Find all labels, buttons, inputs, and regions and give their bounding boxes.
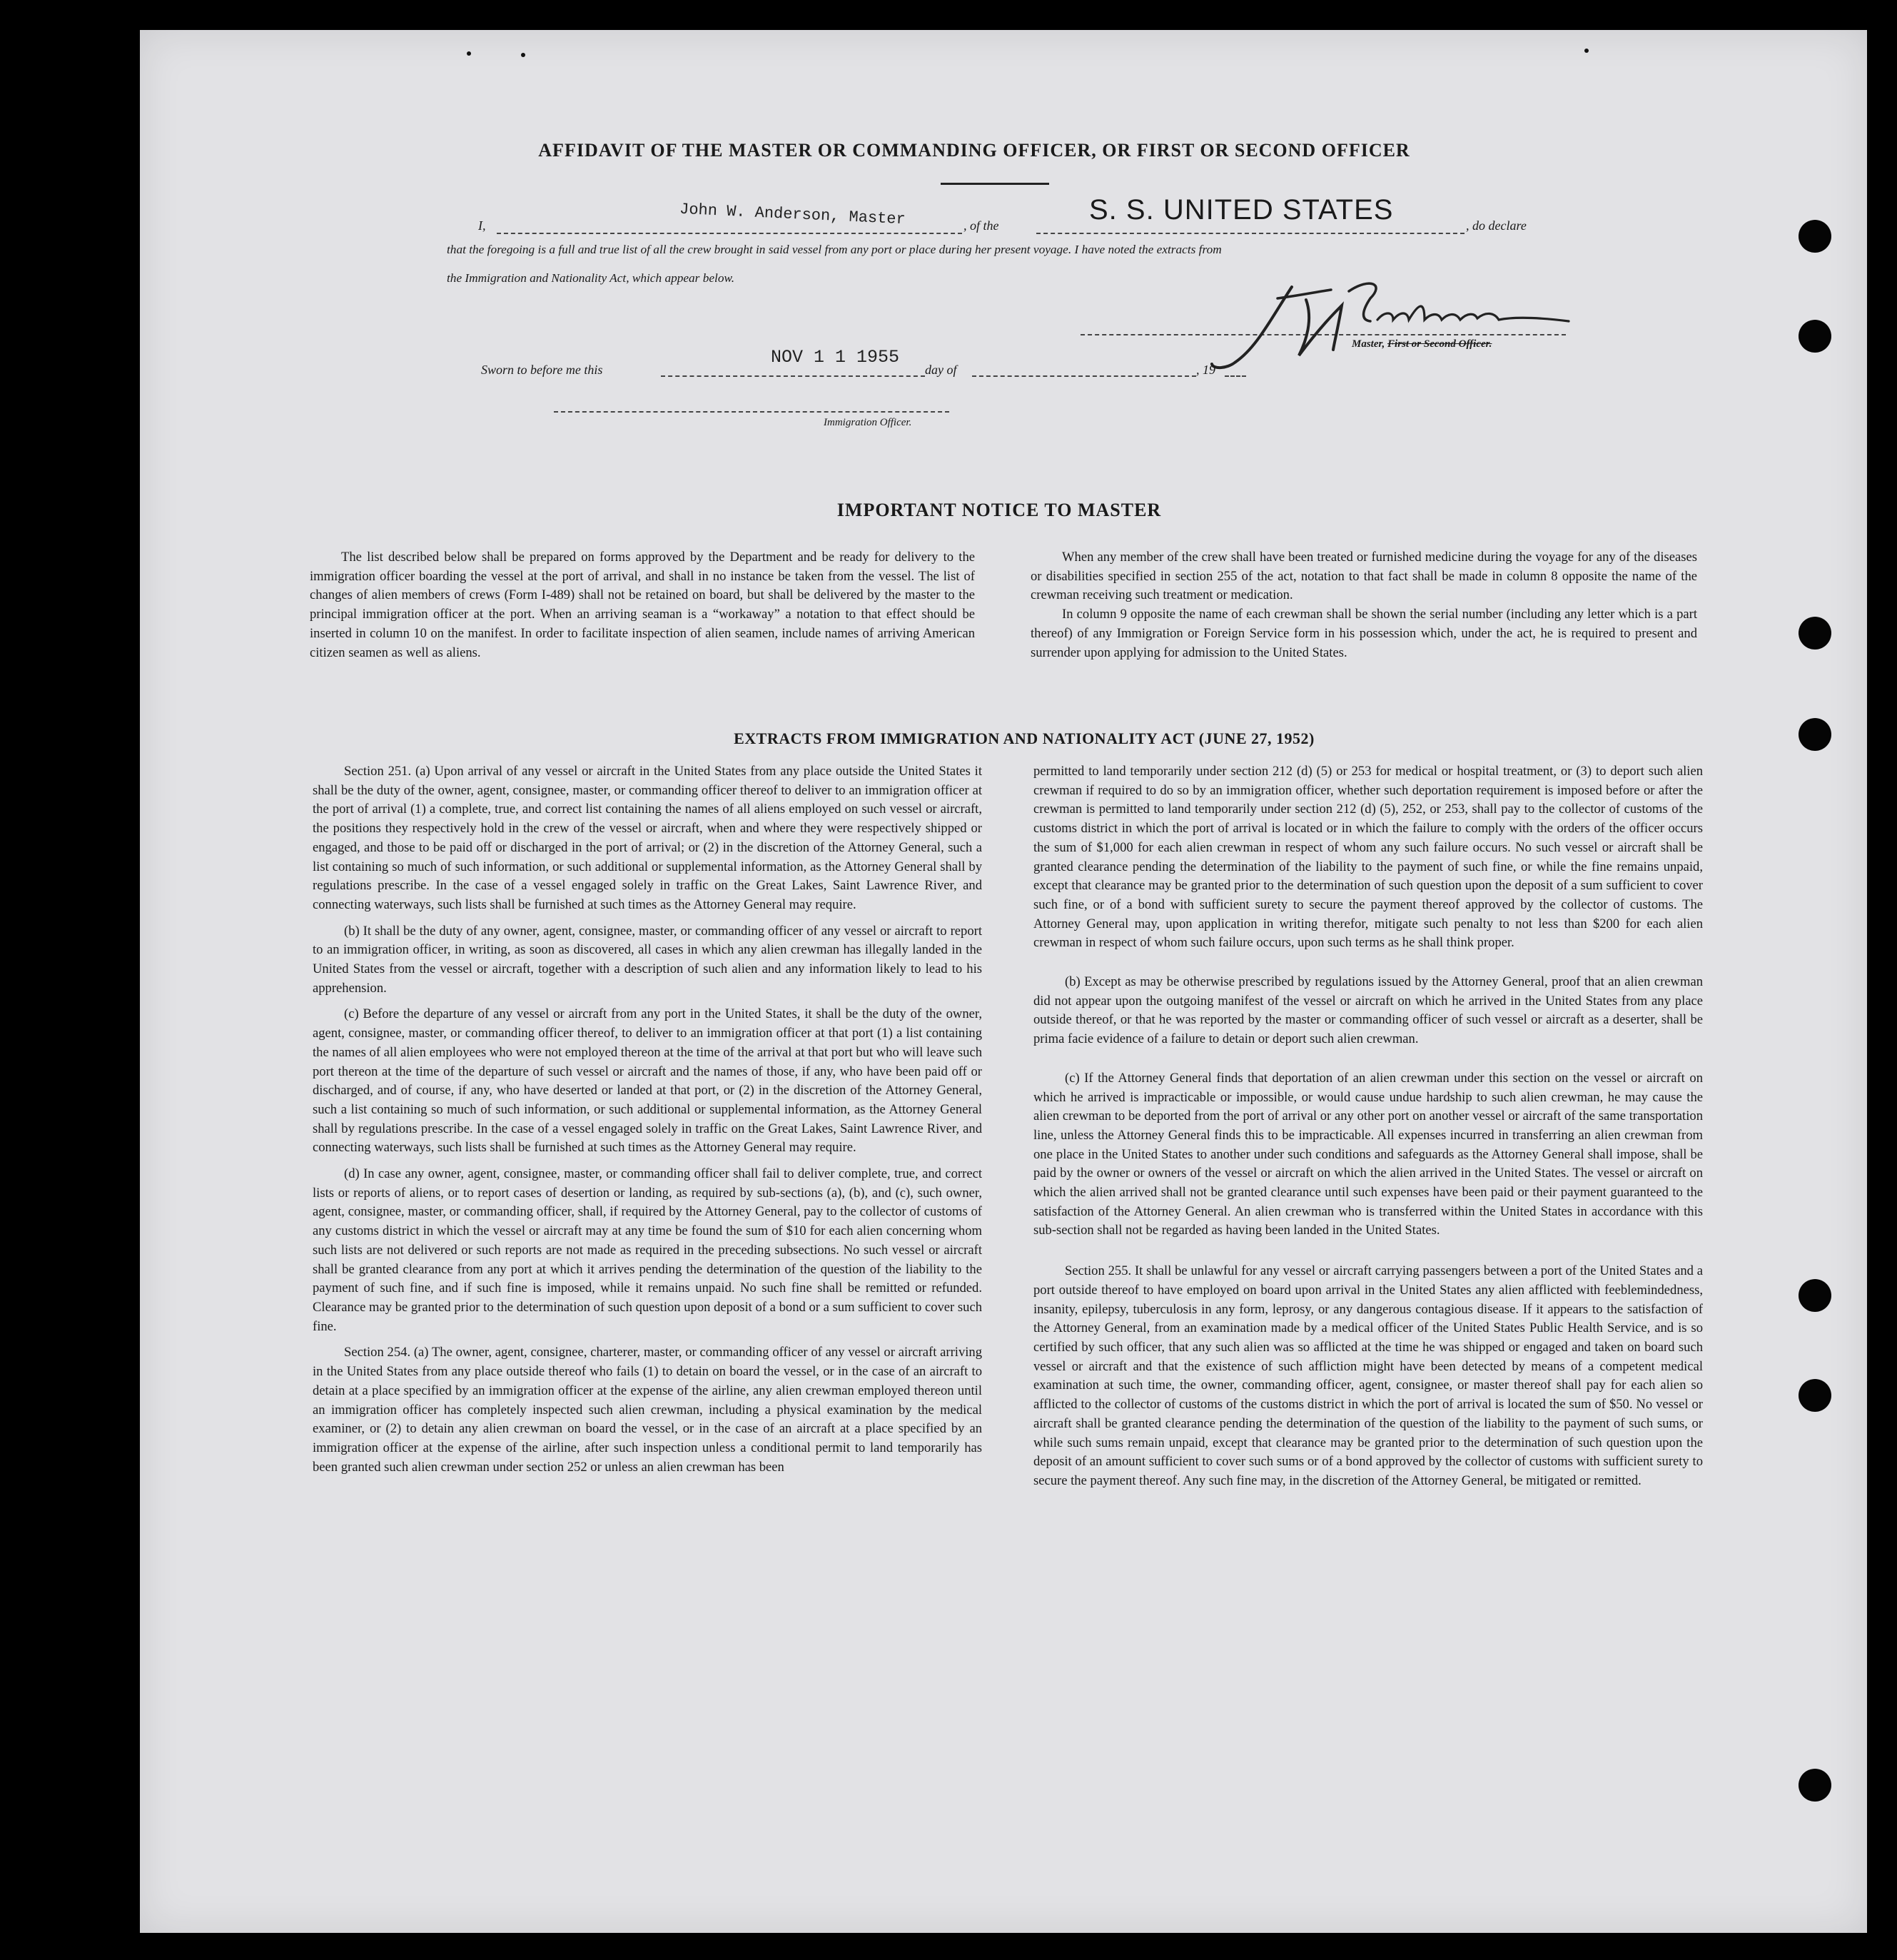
year-line [1225, 375, 1246, 377]
vessel-name-line [1036, 233, 1465, 234]
notice-right-paragraph-1: When any member of the crew shall have been treated or furnished medicine during the voyage for any of the diseases or disabilities specified in section 255 of the act, notation to that fact shall be made in column 8 opposite the name of the crewman receiving such treatment or medication. [1031, 550, 1697, 603]
master-caption-struck: First or Second Officer. [1387, 338, 1492, 350]
scan-speck [467, 51, 471, 56]
scan-speck [521, 53, 525, 57]
section-255: Section 255. It shall be unlawful for any vessel or aircraft carrying passengers between a port of the United States and a port outside thereof to have employed on board upon arrival in the United States any alien afflicted with feeblemindedness, insanity, epilepsy, tuberculosis in any form, leprosy, or any dangerous contagious disease. If it appears to the satisfaction of the Attorney General, from an examination made by a medical officer of the United States Public Health Service, and is so certified by such officer, that any such alien was so afflicted at the time he was shipped or engaged and taken on board such vessel or aircraft and that the existence of such affliction might have been detected by means of a competent medical examination at such time, the owner, commanding officer, agent, consignee, or master thereof shall pay for each alien so afflicted to the collector of customs of the customs district in which the port of arrival is located the sum of $50. No vessel or aircraft shall be granted clearance pending the determination of the question of the liability to the payment of such sums, or while such sums remain unpaid, except that clearance may be granted prior to the determination of such question upon the deposit of an amount sufficient to cover such sums or of a bond approved by the collector of customs with sufficient surety to secure the payment thereof. Any such fine may, in the discretion of the Attorney General, be mitigated or remitted. [1033, 1263, 1703, 1488]
declaration-do-declare: , do declare [1466, 218, 1527, 233]
officer-name-line [497, 233, 962, 234]
section-254-a-continued: permitted to land temporarily under section 212 (d) (5) or 253 for medical or hospital treatment, or (3) to deport such alien crewman if required to do so by an immigration officer, whether such deportation requirement is imposed before or after the crewman is permitted to land temporarily under section 212 (d) (5), 252, or 253, shall pay to the collector of customs of the customs district in which the port of arrival is located or in which the failure to comply with the orders of the officer occurs the sum of $1,000 for each alien crewman in respect of whom any such failure occurs. No such vessel or aircraft shall be granted clearance pending the determination of the liability to the payment of such fine, or while the fine remains unpaid, except that clearance may be granted prior to the determination of such question upon the deposit of a sum sufficient to cover such fine, or of a bond with sufficient surety to secure the payment thereof approved by the collector of customs. The Attorney General may, upon application in writing therefor, mitigate such penalty to not less than $200 for each alien crewman in respect of whom such failure occurs, upon such terms as he shall think proper. [1033, 764, 1703, 951]
binder-hole [1799, 320, 1831, 353]
extracts-left-column [313, 762, 982, 1477]
binder-hole [1799, 220, 1831, 253]
notice-right-paragraph-2: In column 9 opposite the name of each crewman shall be shown the serial number (including any letter which is a part thereof) of any Immigration or Foreign Service form in his possession which, under the act, he is required to present and surrender upon applying for admission to the United States. [1031, 607, 1697, 660]
binder-hole [1799, 1279, 1831, 1312]
extracts-right-column [1033, 762, 1703, 1491]
section-254-a: Section 254. (a) The owner, agent, consignee, charterer, master, or commanding officer of any vessel or aircraft arriving in the United States from any place outside thereof who fails (1) to detain on board the vessel, or in the case of an aircraft to detain at a place specified by an immigration officer at the expense of the airline, any alien crewman employed thereon until an immigration officer has completely inspected such alien crewman, including a physical examination by the medical examiner, or (2) to detain any alien crewman on board the vessel, or in the case of an aircraft at a place specified by an immigration officer at the expense of the airline, after such inspection unless a conditional permit to land temporarily has been granted such alien crewman under section 252 or unless an alien crewman has been [313, 1345, 982, 1475]
sworn-date-stamp: NOV 1 1 1955 [771, 347, 900, 368]
binder-hole [1799, 617, 1831, 650]
scan-speck [1584, 49, 1589, 53]
binder-hole [1799, 1769, 1831, 1802]
notice-title: IMPORTANT NOTICE TO MASTER [836, 500, 1162, 520]
declaration-i-label: I, [478, 218, 486, 233]
declaration-of-the: , of the [963, 218, 999, 233]
section-251-b: (b) It shall be the duty of any owner, agent, consignee, master, or commanding officer of any vessel or aircraft to report to an immigration officer, in writing, as soon as discovered, all cases in which any alien crewman has illegally landed in the United States from the vessel or aircraft, together with a description of such alien and any information likely to lead to his apprehension. [313, 923, 982, 996]
binder-hole [1799, 1379, 1831, 1412]
immigration-officer-line [554, 411, 949, 413]
notice-left-paragraph: The list described below shall be prepared on forms approved by the Department and be ready for delivery to the immigration officer boarding the vessel at the port of arrival, and shall in no instance be taken from the vessel. The list of changes of alien members of crews (Form I-489) shall not be retained on board, but shall be delivered by the master to the principal immigration officer at the port. When an arriving seaman is a “workaway” a notation to that effect should be inserted in column 10 on the manifest. In order to facilitate inspection of alien seamen, include names of arriving American citizen seamen as well as aliens. [310, 550, 975, 660]
declaration-line-3: the Immigration and Nationality Act, which appear below. [447, 271, 735, 285]
year-prefix: , 19 [1196, 363, 1215, 377]
title-divider [941, 183, 1049, 185]
affidavit-title: AFFIDAVIT OF THE MASTER OR COMMANDING OFFICER, OR FIRST OR SECOND OFFICER [538, 140, 1410, 161]
notice-left-column [310, 548, 975, 662]
sworn-date-line [661, 375, 925, 377]
declaration-line-2: that the foregoing is a full and true list of all the crew brought in said vessel from any port or place during her present voyage. I have noted the extracts from [447, 243, 1222, 256]
section-251-d: (d) In case any owner, agent, consignee, master, or commanding officer shall fail to deliver complete, true, and correct lists or reports of aliens, or to report cases of desertion or landing, as required by sub-sections (a), (b), and (c), such owner, agent, consignee, master, or commanding officer, shall, if required by the Attorney General, pay to the collector of customs of any customs district in which the vessel or aircraft may at any time be found the sum of $10 for each alien concerning whom such lists are not delivered or such reports are not made as required in the preceding subsections. No such vessel or aircraft shall be granted clearance from any port at which it arrives pending the determination of the question of the liability to the payment of such fine, and if such fine is imposed, while it remains unpaid. No such fine shall be remitted or refunded. Clearance may be granted prior to the determination of such question upon deposit of a bond or a sum sufficient to cover such fine. [313, 1166, 982, 1334]
section-251-a: Section 251. (a) Upon arrival of any vessel or aircraft in the United States from any place outside the United States it shall be the duty of the owner, agent, consignee, master, or commanding officer thereof to deliver to an immigration officer at the port of arrival (1) a complete, true, and correct list containing the names of all aliens employed on such vessel or aircraft, the positions they respectively hold in the crew of the vessel or aircraft, when and where they were respectively shipped or engaged, and those to be paid off or discharged in the port of arrival; or (2) in the discretion of the Attorney General, such a list containing so much of such information, or such additional or supplemental information, as the Attorney General shall by regulations prescribe. In the case of a vessel engaged solely in traffic on the Great Lakes, Saint Lawrence River, and connecting waterways, such lists shall be furnished at such times as the Attorney General may require. [313, 764, 982, 912]
extracts-title: EXTRACTS FROM IMMIGRATION AND NATIONALITY ACT (JUNE 27, 1952) [734, 729, 1315, 747]
month-line [972, 375, 1196, 377]
master-signature-image [1206, 270, 1577, 384]
day-of-label: day of [925, 363, 957, 377]
notice-right-column [1031, 548, 1697, 662]
binder-hole [1799, 718, 1831, 751]
master-caption-label: Master, [1352, 338, 1385, 350]
section-254-b: (b) Except as may be otherwise prescribed by regulations issued by the Attorney General, proof that an alien crewman did not appear upon the outgoing manifest of the vessel or aircraft on which he arrived in the United States from any place outside thereof, or that he was reported by the master or commanding officer of such vessel or aircraft as a deserter, shall be prima facie evidence of a failure to detain or deport such alien crewman. [1033, 974, 1703, 1047]
sworn-label: Sworn to before me this [481, 363, 603, 377]
section-251-c: (c) Before the departure of any vessel or aircraft from any port in the United States, it shall be the duty of the owner, agent, consignee, master, or commanding officer thereof, to deliver to an immigration officer at that port (1) a list containing the names of all alien employees who were not employed thereon at the time of the arrival at that port but who will leave such port thereon at the time of the departure of such vessel or aircraft and the names of those, if any, who have been paid off or discharged, and of course, if any, who have deserted or landed at that port, or (2) in the discretion of the Attorney General, such a list containing so much of such information, or such additional or supplemental information, as the Attorney General shall by regulations prescribe. In the case of a vessel engaged solely in traffic on the Great Lakes, Saint Lawrence River, and connecting waterways, such lists shall be furnished at such times as the Attorney General may require. [313, 1006, 982, 1156]
master-caption [1352, 338, 1492, 350]
vessel-name: S. S. UNITED STATES [1089, 194, 1394, 226]
officer-name: John W. Anderson, Master [679, 200, 906, 229]
immigration-officer-caption: Immigration Officer. [824, 417, 912, 428]
section-254-c: (c) If the Attorney General finds that deportation of an alien crewman under this section on the vessel or aircraft on which he arrived is impracticable or impossible, or would cause undue hardship to such alien crewman, he may cause the alien crewman to be deported from the port of arrival or any other port on another vessel or aircraft of the same transportation line, unless the Attorney General finds this to be impracticable. All expenses incurred in transferring an alien crewman from one place in the United States to another under such conditions and safeguards as the Attorney General shall impose, shall be paid by the owner or owners of the vessel or aircraft on which the alien arrived in the United States. The vessel or aircraft on which the alien arrived shall not be granted clearance until such expenses have been paid or their payment guaranteed to the satisfaction of the Attorney General. An alien crewman who is transferred within the United States in accordance with this sub-section shall not be regarded as having been landed in the United States. [1033, 1070, 1703, 1238]
